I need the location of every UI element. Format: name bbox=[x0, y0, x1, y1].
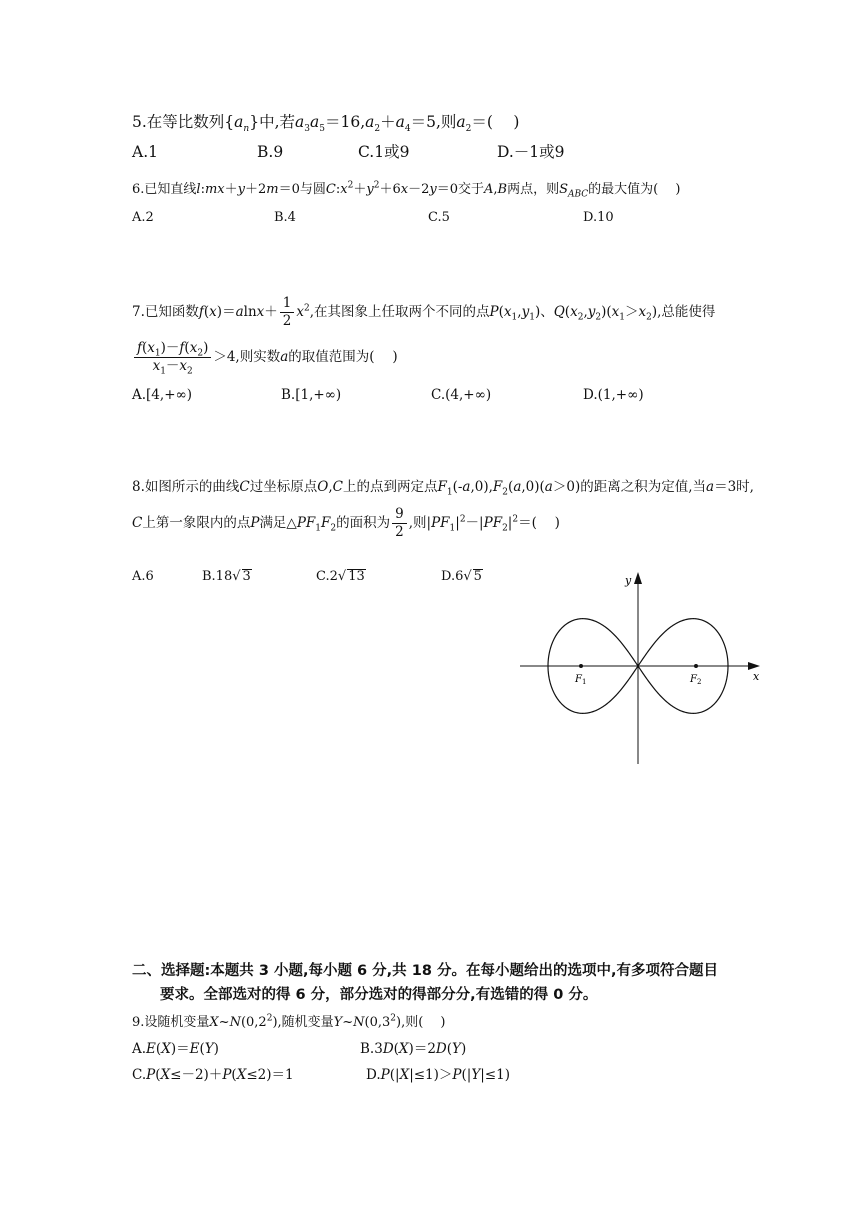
focus-f2-label: $F_2$ bbox=[690, 674, 702, 686]
q8-option-b: B.18√ 3 bbox=[202, 569, 251, 584]
q8-stem-line2: C上第一象限内的点P满足$\triangle PF_1F_2$的面积为 $\frac{9}{2}$ ,则$|PF_1|^2-|PF_2|^2=$( ) bbox=[132, 506, 560, 540]
section2-heading-line1: 二、选择题:本题共 3 小题,每小题 6 分,共 18 分。在每小题给出的选项中,有多项符合题目 bbox=[132, 963, 718, 979]
q5-stem: 5.在等比数列$\{a_n\}$中,若$a_3a_5=16,a_2+a_4=5$,则$a_2=$( ) bbox=[132, 113, 520, 135]
q8-option-a: A.6 bbox=[132, 569, 154, 584]
focus-f1-point bbox=[579, 664, 583, 668]
q5-option-c: C.1或9 bbox=[358, 143, 410, 161]
q8-option-c: C.2√ 13 bbox=[316, 569, 365, 584]
q8-option-d: D.6√ 5 bbox=[441, 569, 482, 584]
q7-option-a: A.[4,+∞) bbox=[132, 387, 193, 403]
q7-stem-line1: 7.已知函数f(x)＝alnx＋ $\frac{1}{2}$ $x^2$,在其图象上任取两个不同的点$P(x_1,y_1)$、$Q(x_2,y_2)(x_1>x_2)$,总能使得 bbox=[132, 295, 716, 329]
x-axis-arrow bbox=[748, 662, 760, 670]
q9-option-a: A.E(X)＝E(Y) bbox=[132, 1041, 219, 1057]
y-axis-arrow bbox=[634, 572, 642, 584]
x-axis-label: x bbox=[753, 670, 760, 683]
lemniscate-figure bbox=[515, 568, 770, 773]
q5-option-d: D.－1或9 bbox=[497, 143, 565, 161]
q6-option-b: B.4 bbox=[274, 210, 296, 225]
focus-f2-point bbox=[694, 664, 698, 668]
q6-option-c: C.5 bbox=[428, 210, 450, 225]
y-axis-label: y bbox=[625, 574, 632, 587]
q7-option-c: C.(4,+∞) bbox=[431, 387, 492, 403]
q7-stem-line2: $\frac{f(x_1)-f(x_2)}{x_1-x_2}$ ＞4,则实数a的取值范围为( ) bbox=[132, 341, 398, 374]
section2-heading-line2: 要求。全部选对的得 6 分，部分选对的得部分分,有选错的得 0 分。 bbox=[160, 987, 598, 1003]
q9-option-b: B.3D(X)＝2D(Y) bbox=[360, 1041, 467, 1057]
q9-option-c: C.P(X≤－2)＋P(X≤2)＝1 bbox=[132, 1067, 294, 1083]
q6-stem: 6.已知直线l:mx＋y＋2m＝0与圆$C:x^2+y^2+6x-2y=0$交于A,B两点，则$S_{ABC}$的最大值为( ) bbox=[132, 180, 681, 200]
q9-stem: 9.设随机变量$X\sim N(0,2^2)$,随机变量$Y\sim N(0,3^2)$,则( ) bbox=[132, 1013, 446, 1030]
q5-option-b: B.9 bbox=[257, 143, 284, 161]
q9-option-d: D.P(|X|≤1)＞P(|Y|≤1) bbox=[366, 1067, 510, 1083]
focus-f1-label: $F_1$ bbox=[575, 674, 587, 686]
q7-option-b: B.[1,+∞) bbox=[281, 387, 342, 403]
q7-option-d: D.(1,+∞) bbox=[583, 387, 644, 403]
q6-option-d: D.10 bbox=[583, 210, 614, 225]
q8-stem-line1: 8.如图所示的曲线C过坐标原点O,C上的点到两定点$F_1(-a,0),F_2(a,0)(a>0)$的距离之积为定值,当a＝3时, bbox=[132, 479, 754, 498]
q5-option-a: A.1 bbox=[132, 143, 158, 161]
q6-option-a: A.2 bbox=[132, 210, 154, 225]
